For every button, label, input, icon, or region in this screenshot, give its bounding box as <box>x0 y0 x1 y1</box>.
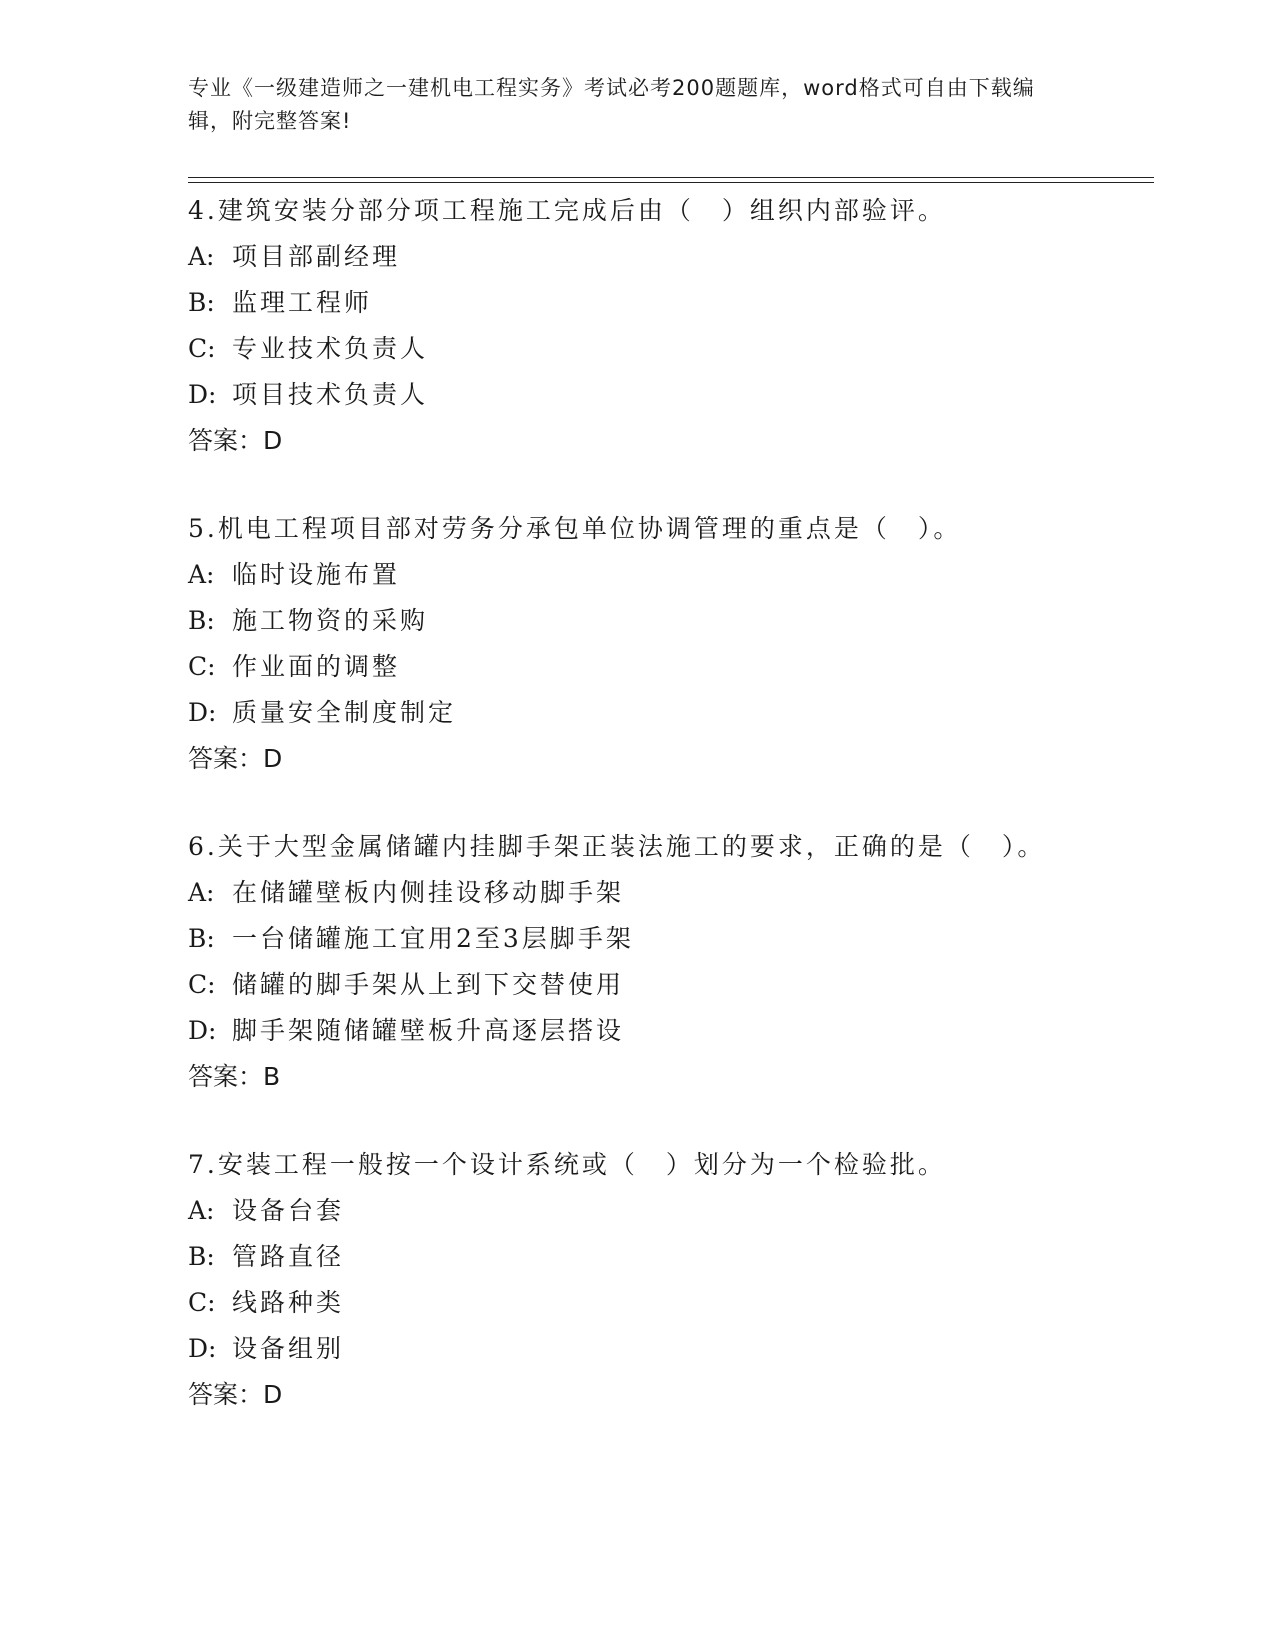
option-text: 专业技术负责人 <box>232 334 429 363</box>
option-key: B: <box>188 924 215 953</box>
option-text: 线路种类 <box>232 1288 345 1317</box>
option-text: 监理工程师 <box>232 288 373 317</box>
option-key: A: <box>188 242 215 271</box>
option-key: C: <box>188 1288 216 1317</box>
answer: 答案：D <box>188 1380 283 1409</box>
option-c <box>188 644 1088 690</box>
option-text: 储罐的脚手架从上到下交替使用 <box>232 970 625 999</box>
option-key: C: <box>188 970 216 999</box>
option-d <box>188 372 1088 418</box>
option-a <box>188 552 1088 598</box>
option-text: 临时设施布置 <box>232 560 401 589</box>
option-d <box>188 690 1088 736</box>
option-text: 作业面的调整 <box>232 652 401 681</box>
option-d <box>188 1326 1088 1372</box>
option-text: 质量安全制度制定 <box>232 698 457 727</box>
question-list <box>188 188 1088 1460</box>
option-key: B: <box>188 288 215 317</box>
option-c <box>188 326 1088 372</box>
option-text: 项目技术负责人 <box>232 380 429 409</box>
option-text: 项目部副经理 <box>232 242 401 271</box>
option-key: C: <box>188 334 216 363</box>
option-text: 脚手架随储罐壁板升高逐层搭设 <box>232 1016 625 1045</box>
question-stem: 6.关于大型金属储罐内挂脚手架正装法施工的要求，正确的是（ ）。 <box>188 832 1046 861</box>
question-6 <box>188 824 1088 1100</box>
option-b <box>188 916 1088 962</box>
header-divider-bottom <box>188 182 1154 183</box>
option-key: D: <box>188 1334 217 1363</box>
option-key: C: <box>188 652 216 681</box>
option-text: 设备组别 <box>232 1334 345 1363</box>
option-key: D: <box>188 698 217 727</box>
document-header: 专业《一级建造师之一建机电工程实务》考试必考200题题库，word格式可自由下载编辑，附完整答案! <box>188 76 1035 133</box>
answer: 答案：D <box>188 744 283 773</box>
question-7 <box>188 1142 1088 1418</box>
option-b <box>188 280 1088 326</box>
option-key: D: <box>188 380 217 409</box>
question-stem: 4.建筑安装分部分项工程施工完成后由（ ）组织内部验评。 <box>188 196 946 225</box>
option-key: A: <box>188 1196 215 1225</box>
option-text: 管路直径 <box>232 1242 345 1271</box>
option-text: 设备台套 <box>232 1196 345 1225</box>
question-4 <box>188 188 1088 464</box>
option-c <box>188 962 1088 1008</box>
option-key: A: <box>188 878 215 907</box>
question-stem: 5.机电工程项目部对劳务分承包单位协调管理的重点是（ ）。 <box>188 514 962 543</box>
option-c <box>188 1280 1088 1326</box>
option-key: D: <box>188 1016 217 1045</box>
option-key: B: <box>188 606 215 635</box>
option-key: A: <box>188 560 215 589</box>
header-divider-top <box>188 177 1154 178</box>
option-text: 在储罐壁板内侧挂设移动脚手架 <box>232 878 625 907</box>
answer: 答案：B <box>188 1062 281 1091</box>
option-a <box>188 234 1088 280</box>
answer: 答案：D <box>188 426 283 455</box>
question-5 <box>188 506 1088 782</box>
option-b <box>188 1234 1088 1280</box>
option-a <box>188 1188 1088 1234</box>
question-stem: 7.安装工程一般按一个设计系统或（ ）划分为一个检验批。 <box>188 1150 946 1179</box>
option-a <box>188 870 1088 916</box>
option-text: 施工物资的采购 <box>232 606 429 635</box>
option-b <box>188 598 1088 644</box>
option-key: B: <box>188 1242 215 1271</box>
option-text: 一台储罐施工宜用2至3层脚手架 <box>232 924 634 953</box>
option-d <box>188 1008 1088 1054</box>
